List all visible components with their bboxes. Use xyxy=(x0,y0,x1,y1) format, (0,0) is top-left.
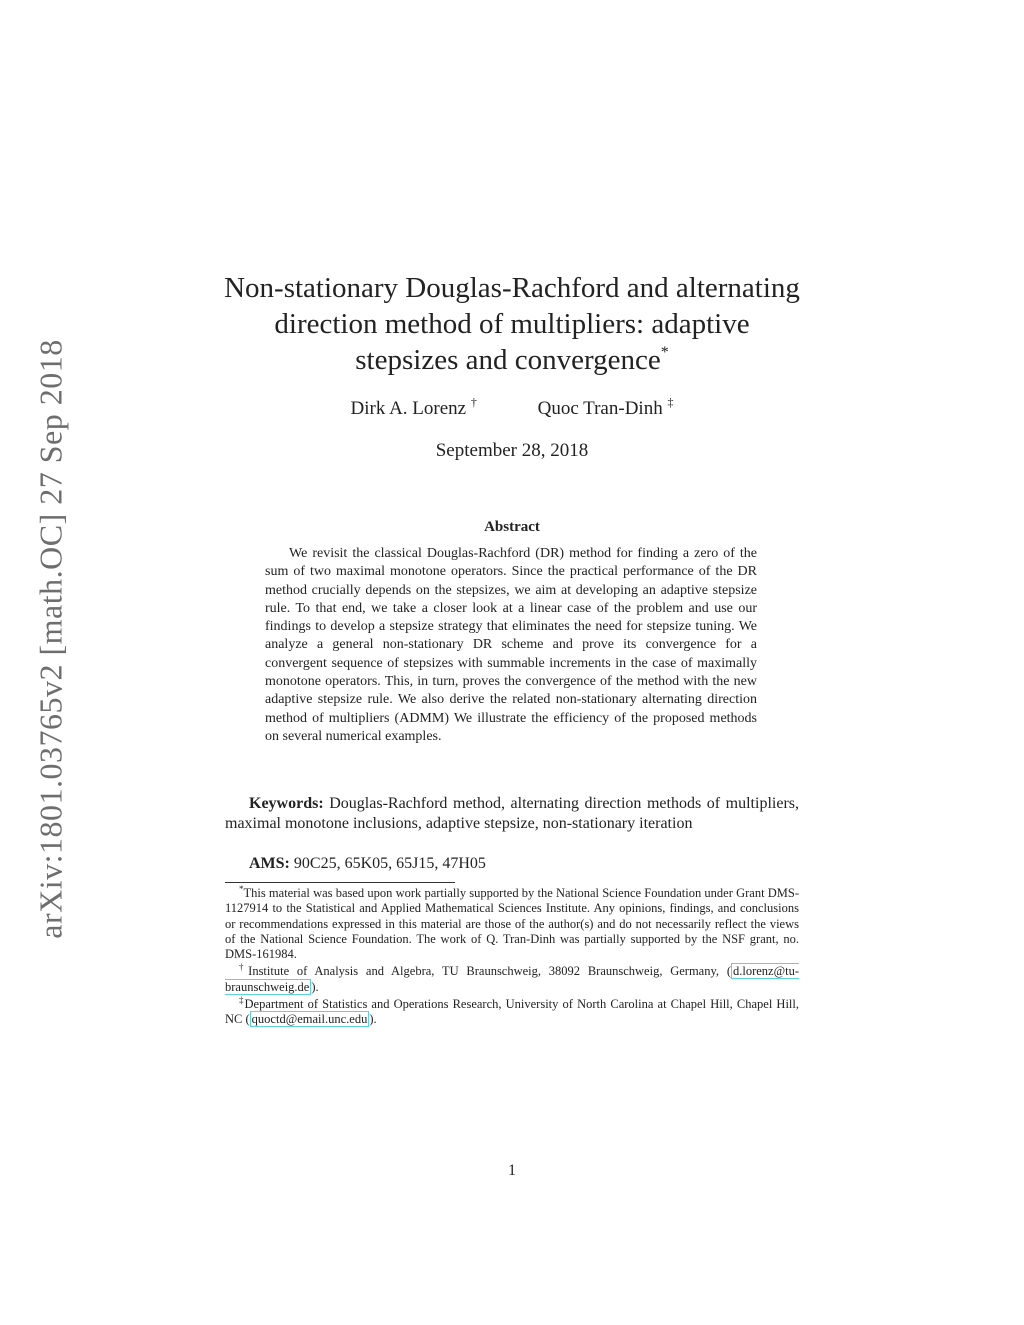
author-list xyxy=(0,395,1024,420)
footnote-text: Department of Statistics and Operations Research, University of North Carolina at Chapel Hill, Chapel Hill, NC xyxy=(225,997,799,1027)
footnote-mark: ‡ xyxy=(239,995,245,1006)
author-footnote-mark: † xyxy=(470,395,477,409)
footnote-text: Institute of Analysis and Algebra, TU Braunschweig, 38092 Braunschweig, Germany, xyxy=(248,964,720,979)
ams-label: AMS: xyxy=(249,855,290,872)
keywords-label: Keywords: xyxy=(249,795,324,812)
author xyxy=(537,395,674,420)
publication-date: September 28, 2018 xyxy=(435,440,589,461)
footnote-open-paren: ( xyxy=(726,964,731,979)
footnote-close: ). xyxy=(369,1012,377,1027)
author xyxy=(350,395,477,420)
page-number: 1 xyxy=(508,1162,516,1179)
footnote-funding xyxy=(225,886,799,962)
author-footnote-mark: ‡ xyxy=(667,395,674,409)
email-link-tran-dinh[interactable]: quoctd@email.unc.edu xyxy=(251,1012,368,1027)
keywords-text: Douglas-Rachford method, alternating direction methods of multipliers, maximal monotone inclusions, adaptive stepsize, non-stationary iteration xyxy=(225,795,799,832)
abstract-heading: Abstract xyxy=(484,519,540,535)
footnote-affiliation-lorenz xyxy=(225,964,799,995)
abstract-text: We revisit the classical Douglas-Rachford (DR) method for finding a zero of the sum of two maximal monotone operators. Since the practical performance of the DR method crucially depends on the stepsizes, we aim at developing an adaptive stepsize rule. To that end, we take a closer look at a linear case of the problem and use our findings to develop a stepsize strategy that eliminates the need for stepsize tuning. We analyze a general non-stationary DR scheme and prove its convergence for a convergent sequence of stepsizes with summable increments in the case of maximally monotone operators. This, in turn, proves the convergence of the method with the new adaptive stepsize rule. We also derive the related non-stationary alternating direction method of multipliers (ADMM) We illustrate the efficiency of the proposed methods on several numerical examples. xyxy=(265,546,757,744)
footnote-mark: * xyxy=(239,884,244,894)
footnote-affiliation-tran-dinh xyxy=(225,997,799,1028)
author-name: Dirk A. Lorenz xyxy=(350,398,467,419)
footnote-close: ). xyxy=(311,979,319,994)
paper-title xyxy=(200,270,824,378)
email-link-lorenz[interactable]: d.lorenz@tu-braunschweig.de xyxy=(225,964,800,994)
title-line: Non-stationary Douglas-Rachford and alternating xyxy=(224,272,800,304)
footnote-text: This material was based upon work partially supported by the National Science Foundation under Grant DMS-1127914 to the Statistical and Applied Mathematical Sciences Institute. Any opinions, findings, and conclusions or recommendations expressed in this material are those of the author(s) and do not necessarily reflect the views of the National Science Foundation. The work of Q. Tran-Dinh was partially supported by the NSF grant, no. DMS-161984. xyxy=(225,886,799,962)
footnote-open-paren: ( xyxy=(245,1012,250,1027)
footnote-mark: † xyxy=(239,962,249,973)
footnotes xyxy=(225,886,799,1030)
arxiv-identifier-text: arXiv:1801.03765v2 [math.OC] 27 Sep 2018 xyxy=(32,339,69,939)
footnote-separator xyxy=(225,882,455,883)
ams-codes: 90C25, 65K05, 65J15, 47H05 xyxy=(293,855,486,872)
title-line: stepsizes and convergence xyxy=(355,344,661,376)
keywords-paragraph xyxy=(225,794,799,834)
title-line: direction method of multipliers: adaptive xyxy=(274,308,750,340)
title-footnote-mark: * xyxy=(660,344,669,361)
title-line-with-mark xyxy=(200,342,824,378)
author-name: Quoc Tran-Dinh xyxy=(537,398,663,419)
ams-classification xyxy=(249,854,799,874)
